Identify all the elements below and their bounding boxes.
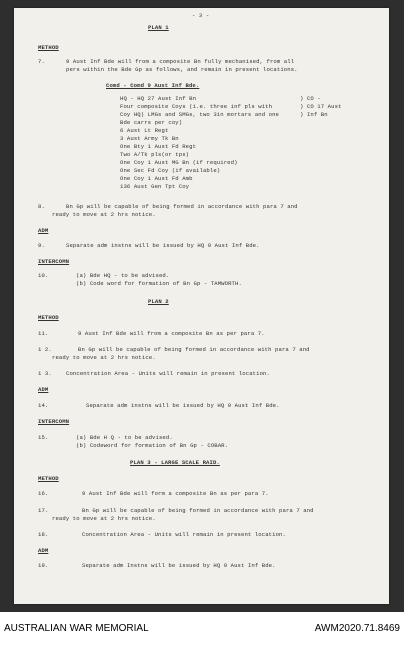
- footer-reference: AWM2020.71.8469: [314, 623, 400, 634]
- document-line: Bn Gp will be capable of being formed in accordance with para 7 and: [82, 507, 314, 514]
- section-heading: ADM: [38, 227, 49, 234]
- document-line: Separate adm instns will be issued by HQ 9 Aust Inf Bde.: [66, 242, 260, 249]
- document-line: One Coy 1 Aust Fd Amb: [120, 175, 193, 182]
- document-line: 10.: [38, 272, 49, 279]
- section-heading: PLAN 3 - LARGE SCALE RAID.: [130, 459, 220, 466]
- document-line: 9.: [38, 242, 45, 249]
- document-line: One Coy 1 Aust MG Bn (if required): [120, 159, 238, 166]
- document-line: pers within the Bde Gp as follows, and remain in present locations.: [66, 66, 298, 73]
- document-line: ready to move at 2 hrs notice.: [52, 515, 156, 522]
- document-line: (b) Codeword for formation of Bn Gp - COBAR.: [76, 442, 229, 449]
- document-line: ) CO -: [300, 95, 321, 102]
- document-line: One Bty 1 Aust Fd Regt: [120, 143, 197, 150]
- footer-institution: AUSTRALIAN WAR MEMORIAL: [4, 623, 149, 634]
- document-line: 8.: [38, 203, 45, 210]
- document-line: ready to move at 2 hrs notice.: [52, 354, 156, 361]
- document-line: 16.: [38, 490, 49, 497]
- section-heading: INTERCOMN: [38, 258, 70, 265]
- document-line: 18.: [38, 531, 49, 538]
- document-line: ) Inf Bn: [300, 111, 328, 118]
- document-line: Concentration Area - Units will remain in present location.: [82, 531, 286, 538]
- document-line: 15.: [38, 434, 49, 441]
- document-line: ) CO 17 Aust: [300, 103, 342, 110]
- document-line: (a) Bde HQ - to be advised.: [76, 272, 170, 279]
- section-heading: PLAN 2: [148, 298, 169, 305]
- document-line: 7.: [38, 58, 45, 65]
- document-line: HQ - HQ 27 Aust Inf Bn: [120, 95, 197, 102]
- document-line: Concentration Area - Units will remain in present location.: [66, 370, 270, 377]
- section-heading: Comd - Comd 9 Aust Inf Bde.: [106, 82, 200, 89]
- footer-bar: [0, 612, 404, 653]
- document-line: Bn Gp will be capable of being formed in accordance with para 7 and: [78, 346, 310, 353]
- document-line: 1 2.: [38, 346, 52, 353]
- section-heading: INTERCOMN: [38, 418, 70, 425]
- document-line: 3 Aust Army Tk Bn: [120, 135, 179, 142]
- document-line: 14.: [38, 402, 49, 409]
- document-line: ready to move at 2 hrs notice.: [52, 211, 156, 218]
- document-line: 9 Aust Inf Bde will form a composite Bn as per para 7.: [82, 490, 269, 497]
- document-line: Coy HQ) LMGs and SMGs, two 3in mortars and one: [120, 111, 280, 118]
- document-line: Bde carrs per coy): [120, 119, 183, 126]
- document-line: 1 3.: [38, 370, 52, 377]
- section-heading: METHOD: [38, 44, 59, 51]
- document-line: Separate adm Instns will be issued by HQ 9 Aust Inf Bde.: [82, 562, 276, 569]
- document-line: 6 Aust Lt Regt: [120, 127, 169, 134]
- document-line: Four composite Coys (i.e. three inf pls with: [120, 103, 273, 110]
- document-line: 9 Aust Inf Bde will from a composite Bn fully mechanised, from all: [66, 58, 295, 65]
- document-line: (a) Bde H Q - to be advised.: [76, 434, 173, 441]
- document-line: One Sec Fd Coy (if available): [120, 167, 221, 174]
- document-line: Separate adm instns will be issued by HQ 9 Aust Inf Bde.: [86, 402, 280, 409]
- section-heading: METHOD: [38, 475, 59, 482]
- document-line: 17.: [38, 507, 49, 514]
- document-line: 136 Aust Gen Tpt Coy: [120, 183, 190, 190]
- section-heading: ADM: [38, 386, 49, 393]
- document-line: 9 Aust Inf Bde will from a composite Bn as per para 7.: [78, 330, 265, 337]
- section-heading: ADM: [38, 547, 49, 554]
- page-marker: - 3 -: [192, 12, 210, 19]
- section-heading: METHOD: [38, 314, 59, 321]
- document-line: Bn Gp will be capable of being formed in accordance with para 7 and: [66, 203, 298, 210]
- document-page: [14, 8, 389, 604]
- document-line: 11.: [38, 330, 49, 337]
- document-line: Two A/Tk pls(or tps): [120, 151, 190, 158]
- document-line: 19.: [38, 562, 49, 569]
- document-line: (b) Code word for formation of Bn Gp - TAMWORTH.: [76, 280, 242, 287]
- section-heading: PLAN 1: [148, 24, 169, 31]
